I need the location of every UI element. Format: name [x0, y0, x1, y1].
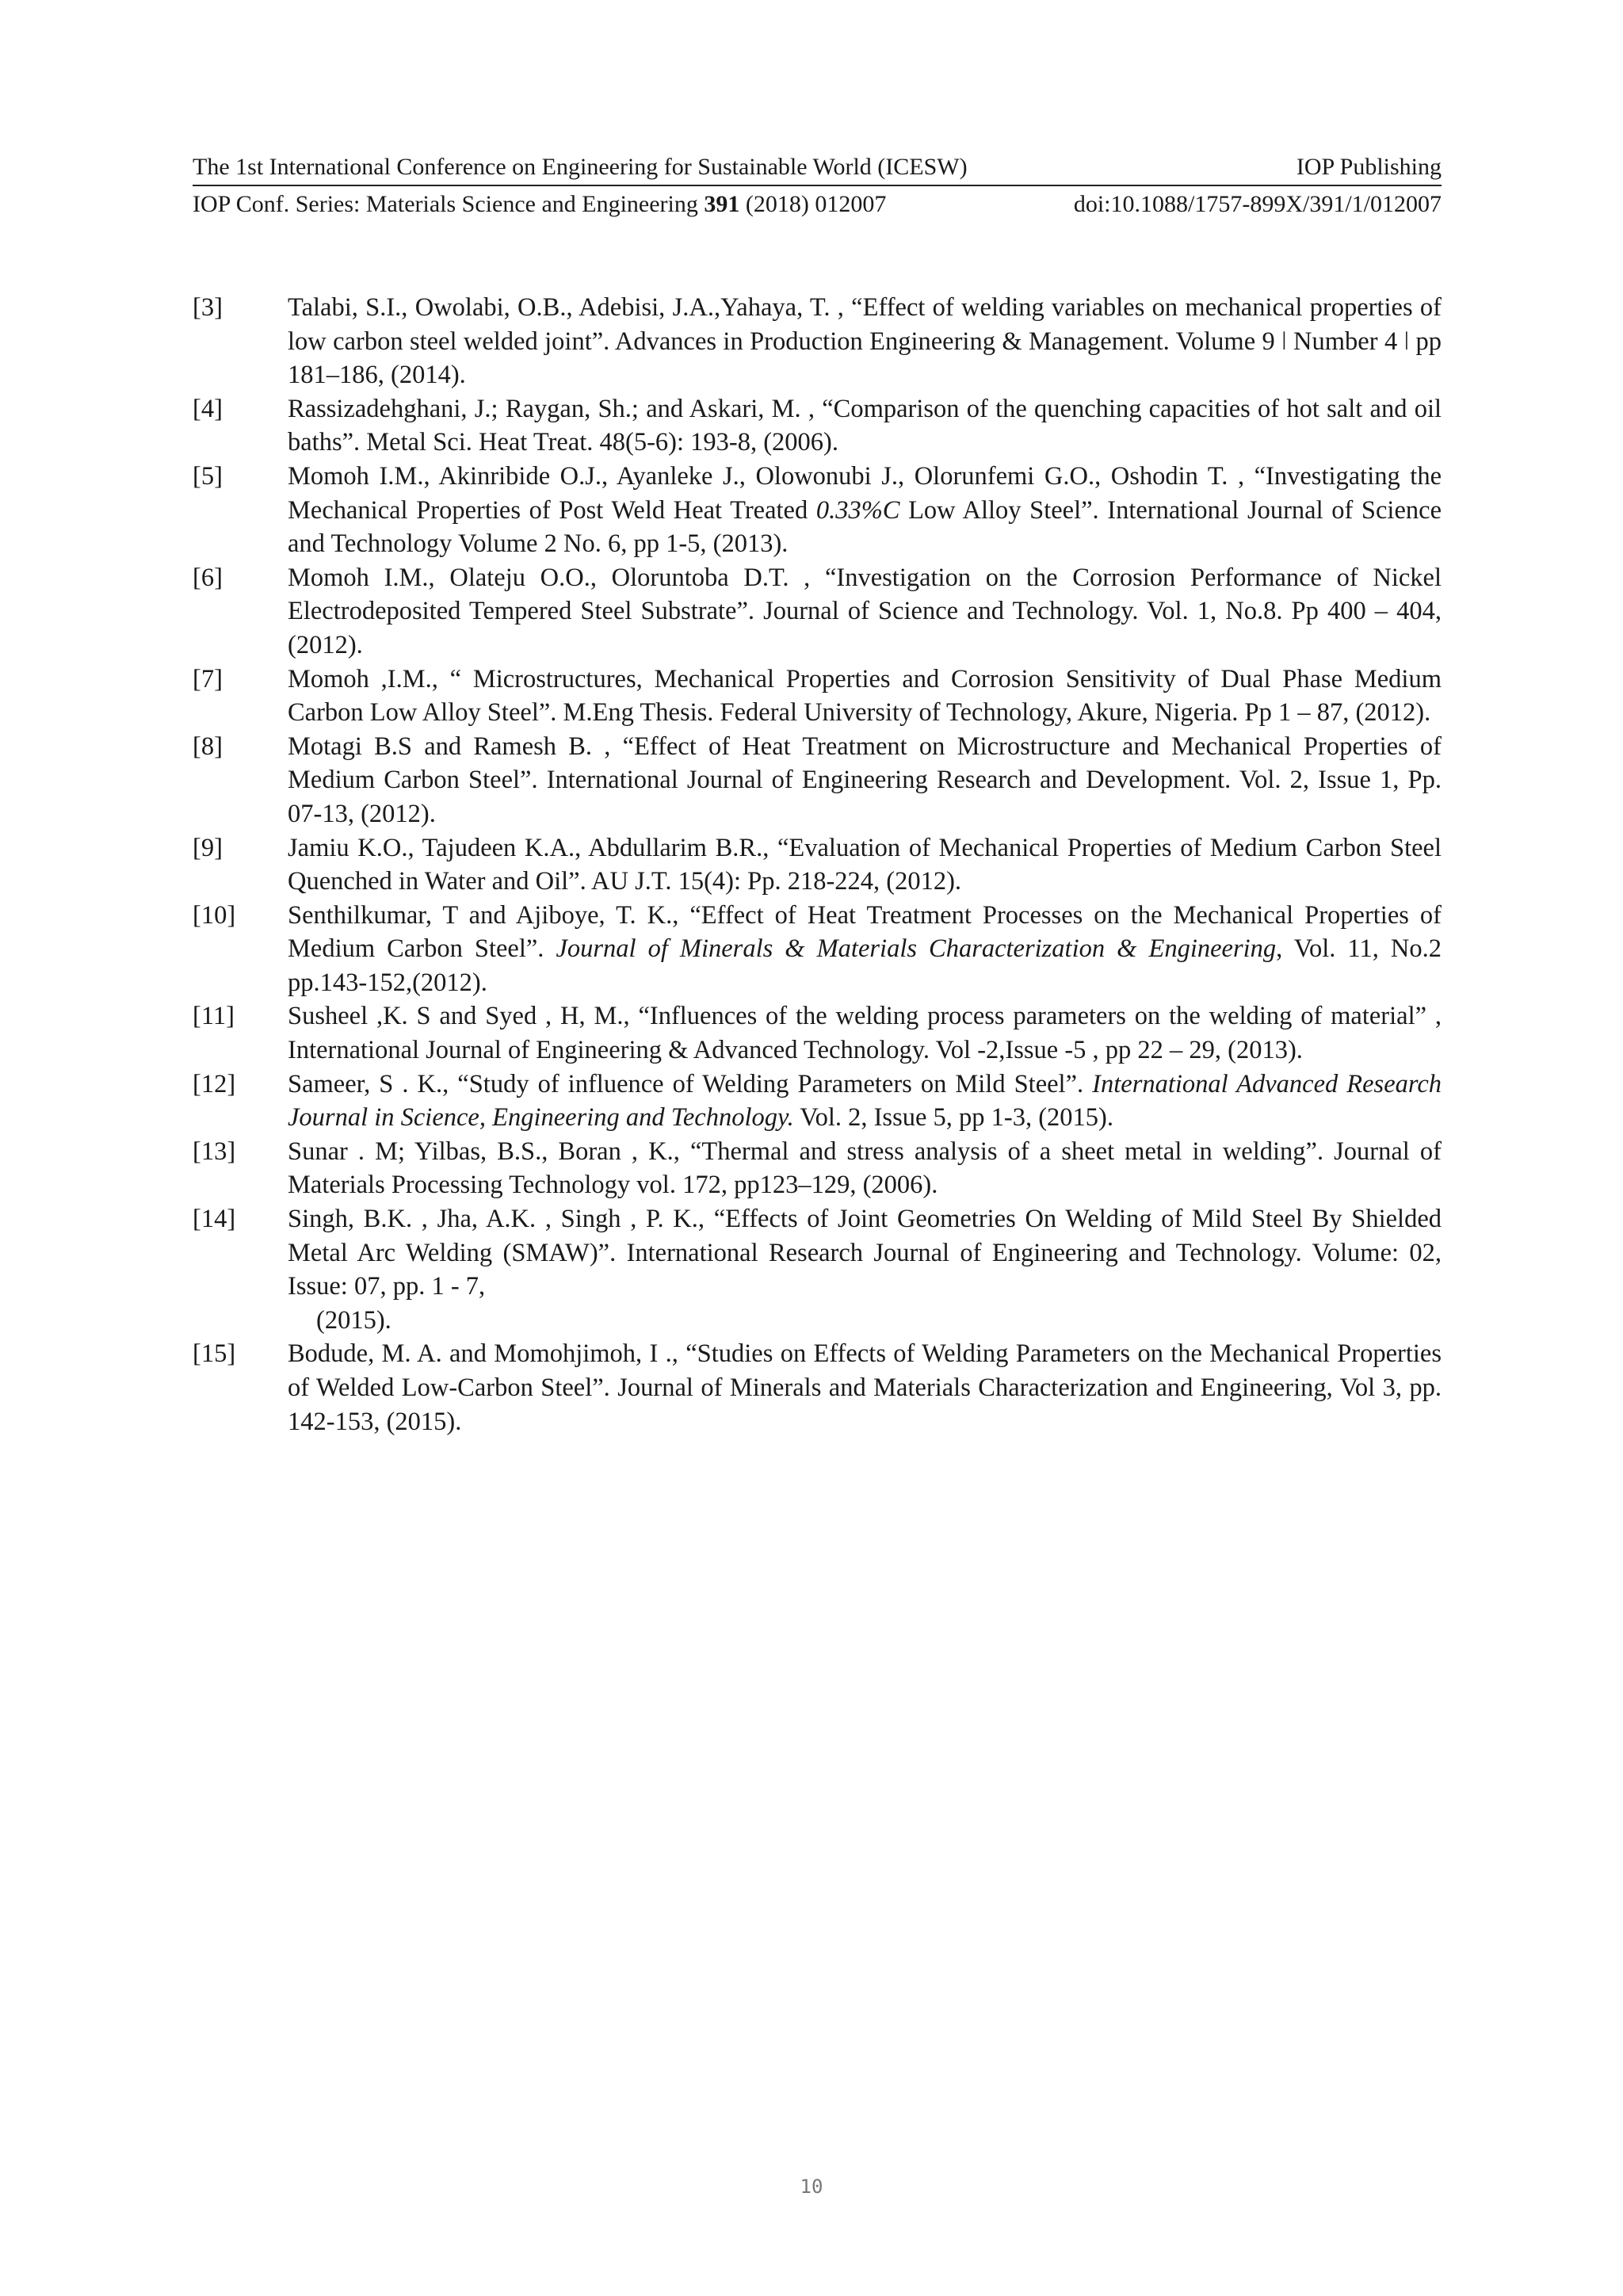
reference-number: [10]: [193, 900, 236, 930]
series-prefix: IOP Conf. Series: Materials Science and Engineering: [193, 191, 705, 217]
reference-number: [11]: [193, 1002, 235, 1031]
reference-segment: Jamiu K.O., Tajudeen K.A., Abdullarim B.R., “Evaluation of Mechanical Properties of Medium Carbon Steel Quenched in Water and Oil”. AU J.T. 15(4): Pp. 218-224, (2012).: [288, 833, 1442, 896]
reference-number: [13]: [193, 1137, 236, 1166]
reference-number: [6]: [193, 563, 223, 592]
reference-number: [5]: [193, 461, 223, 491]
reference-item: [193, 460, 1442, 561]
reference-item: [193, 831, 1442, 899]
reference-item: [193, 663, 1442, 730]
publisher-name: IOP Publishing: [1296, 154, 1442, 180]
reference-italic-segment: International Advanced Research Journal in Science, Engineering and Technology.: [288, 1069, 1442, 1133]
reference-tail: (2015).: [316, 1305, 391, 1335]
reference-segment: Rassizadehghani, J.; Raygan, Sh.; and Askari, M. , “Comparison of the quenching capacities of hot salt and oil baths”. Metal Sci. Heat Treat. 48(5-6): 193-8, (2006).: [288, 394, 1442, 457]
reference-text: [288, 291, 1442, 392]
reference-number: [14]: [193, 1205, 236, 1234]
header-bottom-row: [193, 186, 1442, 221]
reference-number: [12]: [193, 1069, 236, 1098]
reference-segment: Talabi, S.I., Owolabi, O.B., Adebisi, J.A.,Yahaya, T. , “Effect of welding variables on mechanical properties of low carbon steel welded joint”. Advances in Production Engineering & Management. Volume 9 ǀ Number 4 ǀ pp 181–186, (2014).: [288, 293, 1442, 390]
reference-italic-segment: Journal of Minerals & Materials Characterization & Engineering: [556, 934, 1277, 964]
reference-italic-segment: 0.33%C: [815, 495, 900, 525]
reference-text: [288, 392, 1442, 460]
reference-number: [8]: [193, 732, 223, 761]
reference-segment: Momoh I.M., Olateju O.O., Oloruntoba D.T. , “Investigation on the Corrosion Performance of Nickel Electrodeposited Tempered Steel Substrate”. Journal of Science and Technology. Vol. 1, No.8. Pp 400 – 404, (2012).: [288, 563, 1442, 659]
reference-item: [193, 291, 1442, 392]
reference-segment: Sunar . M; Yilbas, B.S., Boran , K., “Thermal and stress analysis of a sheet metal in welding”. Journal of Materials Processing Technology vol. 172, pp123–129, (2006).: [288, 1137, 1442, 1200]
reference-segment: , Vol. 11, No.2 pp.143-152,(2012).: [288, 934, 1442, 997]
reference-number: [9]: [193, 833, 223, 862]
reference-segment: Vol. 2, Issue 5, pp 1-3, (2015).: [793, 1103, 1113, 1133]
reference-item: [193, 1202, 1442, 1337]
reference-segment: Singh, B.K. , Jha, A.K. , Singh , P. K., “Effects of Joint Geometries On Welding of Mild Steel By Shielded Metal Arc Welding (SMAW)”. International Research Journal of Engineering and Technology. Volume: 02, Issue: 07, pp. 1 - 7,: [288, 1205, 1442, 1301]
reference-item: [193, 999, 1442, 1067]
reference-item: [193, 730, 1442, 831]
reference-text: [288, 730, 1442, 831]
reference-text: [288, 899, 1442, 1000]
series-info: [193, 188, 886, 221]
reference-text: [288, 831, 1442, 899]
reference-number: [4]: [193, 394, 223, 423]
reference-item: [193, 1068, 1442, 1135]
reference-number: [7]: [193, 664, 223, 693]
reference-item: [193, 1135, 1442, 1202]
reference-item: [193, 1337, 1442, 1438]
reference-text: [288, 999, 1442, 1067]
reference-item: [193, 392, 1442, 460]
reference-item: [193, 899, 1442, 1000]
reference-segment: Senthilkumar, T and Ajiboye, T. K., “Effect of Heat Treatment Processes on the Mechanical Properties of Medium Carbon Steel”.: [288, 900, 1442, 964]
reference-segment: Susheel ,K. S and Syed , H, M., “Influences of the welding process parameters on the welding of material” , International Journal of Engineering & Advanced Technology. Vol -2,Issue -5 , pp 22 – 29, (2013).: [288, 1002, 1442, 1065]
header-top-row: [193, 151, 1442, 186]
reference-segment: Momoh ,I.M., “ Microstructures, Mechanical Properties and Corrosion Sensitivity of Dual Phase Medium Carbon Low Alloy Steel”. M.Eng Thesis. Federal University of Technology, Akure, Nigeria. Pp 1 – 87, (2012).: [288, 664, 1442, 728]
reference-number: [15]: [193, 1339, 236, 1369]
reference-text: [288, 1068, 1442, 1135]
reference-segment: Momoh I.M., Akinribide O.J., Ayanleke J., Olowonubi J., Olorunfemi G.O., Oshodin T. , “Investigating the Mechanical Properties of Post Weld Heat Treated: [288, 461, 1442, 525]
reference-list: [193, 291, 1442, 1438]
reference-text: [288, 460, 1442, 561]
reference-text: [288, 1202, 1442, 1337]
series-suffix: (2018) 012007: [739, 191, 887, 217]
doi: doi:10.1088/1757-899X/391/1/012007: [1073, 191, 1442, 217]
volume-number: 391: [704, 191, 740, 217]
page-number: 10: [800, 2176, 823, 2198]
reference-segment: Sameer, S . K., “Study of influence of Welding Parameters on Mild Steel”.: [288, 1069, 1093, 1098]
reference-text: [288, 561, 1442, 663]
running-header: [193, 151, 1442, 221]
reference-text: [288, 1135, 1442, 1202]
conference-title: The 1st International Conference on Engineering for Sustainable World (ICESW): [193, 154, 968, 180]
reference-segment: Motagi B.S and Ramesh B. , “Effect of Heat Treatment on Microstructure and Mechanical Properties of Medium Carbon Steel”. International Journal of Engineering Research and Development. Vol. 2, Issue 1, Pp. 07-13, (2012).: [288, 732, 1442, 828]
reference-segment: Bodude, M. A. and Momohjimoh, I ., “Studies on Effects of Welding Parameters on the Mechanical Properties of Welded Low-Carbon Steel”. Journal of Minerals and Materials Characterization and Engineering, Vol 3, pp. 142-153, (2015).: [288, 1339, 1442, 1436]
reference-segment: Low Alloy Steel”. International Journal of Science and Technology Volume 2 No. 6, pp 1-5, (2013).: [288, 495, 1442, 559]
reference-text: [288, 1337, 1442, 1438]
reference-number: [3]: [193, 293, 223, 322]
reference-text: [288, 663, 1442, 730]
reference-item: [193, 561, 1442, 663]
